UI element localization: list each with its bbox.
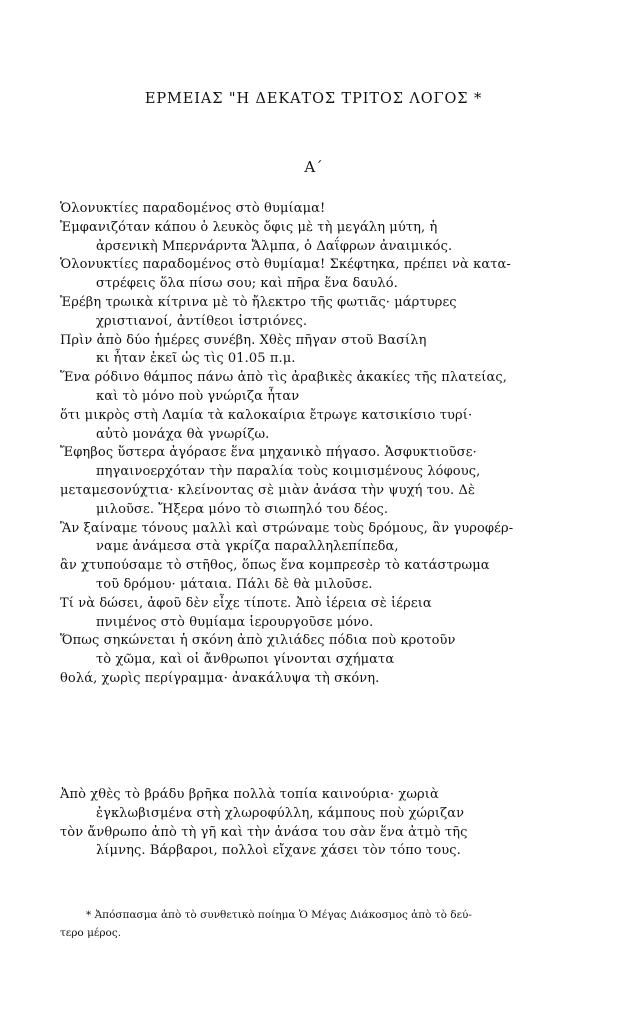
- poem-line: Ἔφηβος ὕστερα ἀγόρασε ἕνα μηχανικὸ πήγασο. Ἀσφυκτιοῦσε·: [60, 445, 477, 461]
- stanza-one: [60, 200, 600, 689]
- poem-line: τὸ χῶμα, καὶ οἱ ἄνθρωποι γίνονται σχήματα: [96, 652, 395, 668]
- poem-line: μεταμεσονύχτια· κλείνοντας σὲ μιὰν ἀνάσα τὴν ψυχή του. Δὲ: [60, 482, 476, 498]
- poem-line: ἀρσενικὴ Μπερνάρντα Ἄλμπα, ὁ Δαΐφρων ἀναιμικός.: [96, 238, 453, 254]
- poem-line: κι ἦταν ἐκεῖ ὡς τὶς 01.05 π.μ.: [96, 351, 296, 367]
- poem-line: Ἐμφανιζόταν κάπου ὁ λευκὸς ὄφις μὲ τὴ μεγάλη μύτη, ἡ: [60, 219, 438, 235]
- stanza-two: [60, 786, 600, 861]
- poem-line: ὅτι μικρὸς στὴ Λαμία τὰ καλοκαίρια ἔτρωγε κατσικίσιο τυρί·: [60, 407, 473, 423]
- poem-line: ἐγκλωβισμένα στὴ χλωροφύλλη, κάμπους ποὺ χώριζαν: [96, 805, 465, 821]
- poem-line: Ἕνα ρόδινο θάμπος πάνω ἀπὸ τὶς ἀραβικὲς ἀκακίες τῆς πλατείας,: [60, 370, 507, 386]
- poem-line: στρέφεις ὅλα πίσω σου; καὶ πῆρα ἕνα δαυλό.: [96, 276, 398, 292]
- poem-line: Πρὶν ἀπὸ δύο ἡμέρες συνέβη. Χθὲς πῆγαν στοῦ Βασίλη: [60, 332, 427, 348]
- poem-line: αὐτὸ μονάχα θὰ γνωρίζω.: [96, 426, 270, 442]
- poem-line: Ὁλονυκτίες παραδομένος στὸ θυμίαμα! Σκέφτηκα, πρέπει νὰ κατα-: [60, 257, 511, 273]
- poem-line: Ἐρέβη τρωικὰ κίτρινα μὲ τὸ ἤλεκτρο τῆς φωτιᾶς· μάρτυρες: [60, 294, 457, 310]
- poem-line: ναμε ἀνάμεσα στὰ γκρίζα παραλληλεπίπεδα,: [96, 539, 399, 555]
- footnote-line: * Ἀπόσπασμα ἀπὸ τὸ συνθετικὸ ποίημα Ὁ Μέγας Διάκοσμος ἀπὸ τὸ δεύ-: [86, 909, 472, 921]
- poem-line: καὶ τὸ μόνο ποὺ γνώριζα ἦταν: [96, 388, 300, 404]
- poem-line: χριστιανοί, ἀντίθεοι ἱστριόνες.: [96, 313, 308, 329]
- poem-line: Ὅπως σηκώνεται ἡ σκόνη ἀπὸ χιλιάδες πόδια ποὺ κροτοῦν: [60, 633, 456, 649]
- poem-line: λίμνης. Βάρβαροι, πολλοὶ εἴχανε χάσει τὸν τόπο τους.: [96, 843, 461, 859]
- poem-line: τοῦ δρόμου· μάταια. Πάλι δὲ θὰ μιλοῦσε.: [96, 576, 373, 592]
- poem-title: ΕΡΜΕΙΑΣ "Η ΔΕΚΑΤΟΣ ΤΡΙΤΟΣ ΛΟΓΟΣ *: [144, 91, 483, 107]
- poem-line: τὸν ἄνθρωπο ἀπὸ τὴ γῆ καὶ τὴν ἀνάσα του σὰν ἕνα ἀτμὸ τῆς: [60, 824, 468, 840]
- section-number: Α΄: [304, 158, 323, 176]
- poem-line: Ἀπὸ χθὲς τὸ βράδυ βρῆκα πολλὰ τοπία καινούρια· χωριὰ: [60, 787, 439, 802]
- poem-line: μιλοῦσε. Ἤξερα μόνο τὸ σιωπηλό του δέος.: [96, 501, 389, 517]
- poem-line: ἂν χτυπούσαμε τὸ στῆθος, ὅπως ἕνα κομπρεσὲρ τὸ κατάστρωμα: [60, 558, 490, 574]
- poem-line: Ἂν ξαίναμε τόνους μαλλὶ καὶ στρώναμε τοὺς δρόμους, ἂν γυροφέρ-: [60, 520, 514, 536]
- poem-line: Τί νὰ δώσει, ἀφοῦ δὲν εἶχε τίποτε. Ἀπὸ ἱέρεια σὲ ἱέρεια: [60, 595, 432, 611]
- poem-line: Ὁλονυκτίες παραδομένος στὸ θυμίαμα!: [60, 201, 326, 216]
- poem-line: πνιμένος στὸ θυμίαμα ἱερουργοῦσε μόνο.: [96, 614, 374, 630]
- footnote-line: τερο μέρος.: [60, 927, 122, 939]
- poem-line: πηγαινοερχόταν τὴν παραλία τοὺς κοιμισμένους λόφους,: [96, 464, 481, 480]
- footnote: [60, 906, 580, 942]
- poem-line: θολά, χωρὶς περίγραμμα· ἀνακάλυψα τὴ σκόνη.: [60, 670, 380, 686]
